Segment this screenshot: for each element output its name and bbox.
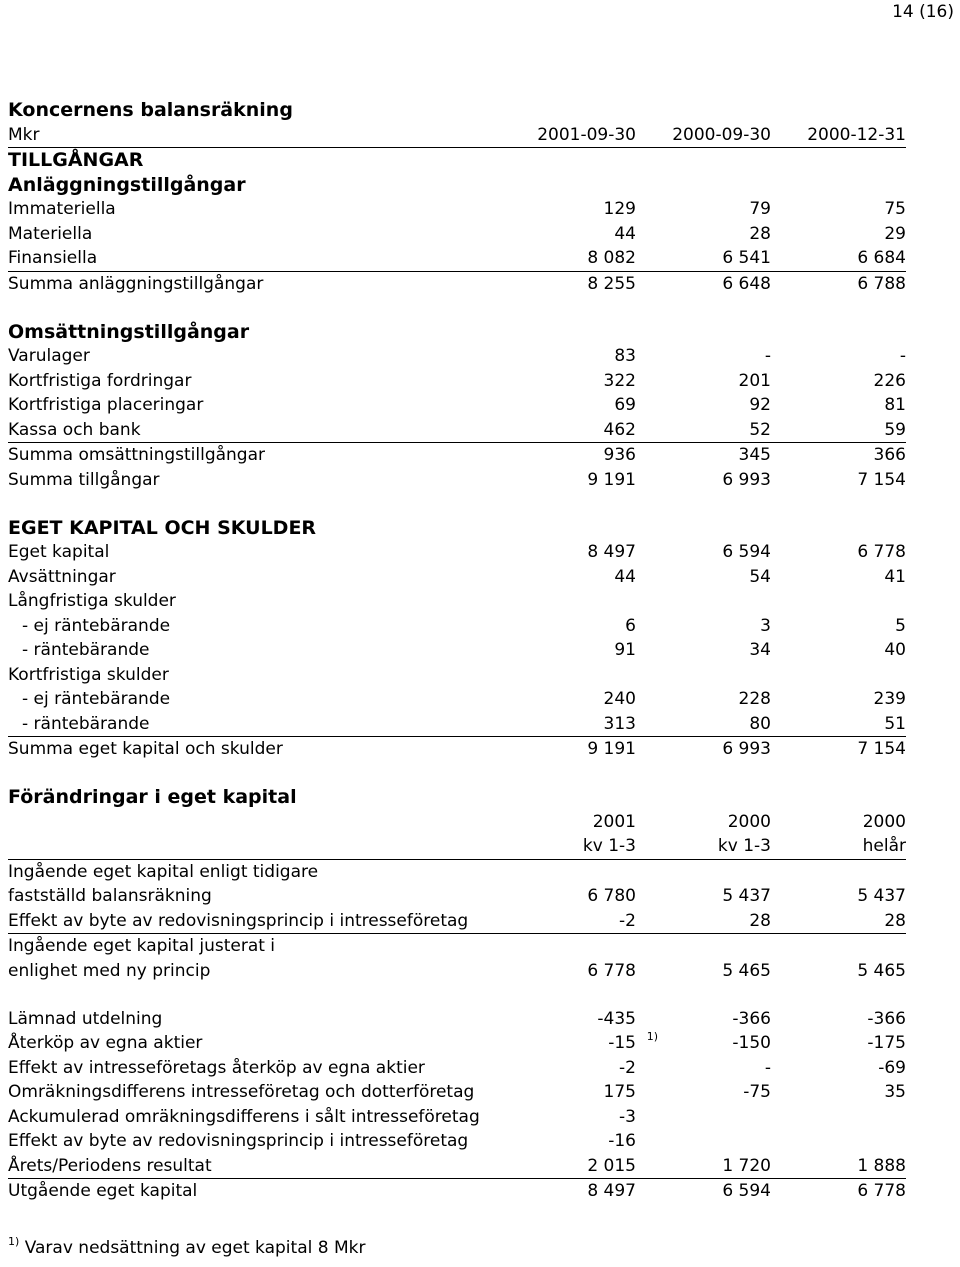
row-value: [501, 1030, 658, 1056]
row-value: 81: [884, 395, 906, 415]
equity-movements-table: [8, 1007, 906, 1180]
row-label: Summa tillgångar: [8, 469, 160, 490]
table-row: [8, 1154, 906, 1180]
table-row: [8, 272, 906, 297]
row-value: -2: [619, 1057, 636, 1078]
row-value: 322: [603, 370, 636, 391]
table-row: [8, 540, 906, 565]
table-row: [8, 246, 906, 272]
row-value: -: [899, 346, 906, 366]
row-value: 35: [884, 1082, 906, 1102]
row-value: 91: [614, 640, 636, 660]
row-value: 52: [749, 419, 771, 440]
row-label: Effekt av intresseföretags återköp av egna aktier: [8, 1057, 425, 1078]
table-row: [8, 222, 906, 247]
row-value: -366: [867, 1008, 906, 1029]
row-label: Finansiella: [8, 248, 98, 268]
table-row: Ingående eget kapital enligt tidigare: [8, 861, 319, 882]
row-label: Kortfristiga skulder: [8, 664, 169, 685]
row-value: -435: [597, 1008, 636, 1029]
footnote: [8, 1235, 366, 1258]
row-value: 462: [603, 419, 636, 440]
table-row: [8, 369, 906, 394]
row-value: 1 720: [722, 1155, 771, 1176]
changes-title: Förändringar i eget kapital: [8, 786, 297, 808]
equity-liabilities-table: [8, 540, 906, 762]
row-value: 6 788: [857, 273, 906, 294]
row-value: 41: [884, 566, 906, 587]
balance-sheet: [8, 98, 906, 1204]
row-label: Omräkningsdifferens intresseföretag och dotterföretag: [8, 1082, 475, 1102]
row-value: 69: [614, 395, 636, 415]
year-header: 2001: [592, 811, 636, 832]
row-value: 44: [614, 566, 636, 587]
row-label: - räntebärande: [22, 640, 150, 660]
row-value: 226: [873, 370, 906, 391]
row-label: Återköp av egna aktier: [8, 1033, 203, 1053]
table-row: [8, 344, 906, 369]
row-value: 6 684: [857, 248, 906, 268]
row-value: 75: [884, 199, 906, 219]
row-value: 201: [738, 370, 771, 391]
row-label: Avsättningar: [8, 566, 116, 587]
row-value: 6 541: [722, 248, 771, 268]
row-label: Effekt av byte av redovisningsprincip i intresseföretag: [8, 1131, 469, 1151]
table-row: [8, 638, 906, 663]
row-value: 175: [603, 1082, 636, 1102]
table-row: enlighet med ny princip 6 778 5 465 5 465: [8, 960, 906, 981]
row-value: 1 888: [857, 1155, 906, 1176]
row-value: 8 255: [587, 273, 636, 294]
row-value: 6 648: [722, 273, 771, 294]
row-value: 6 993: [722, 739, 771, 759]
table-row: [8, 712, 906, 738]
period-header: kv 1-3: [582, 836, 636, 856]
row-label: - räntebärande: [22, 713, 150, 734]
year-header: 2000: [727, 811, 771, 832]
row-value: 29: [884, 223, 906, 244]
row-label: Immateriella: [8, 199, 116, 219]
row-value: 228: [738, 689, 771, 709]
row-value: 129: [603, 199, 636, 219]
table-row: [8, 1129, 906, 1154]
row-label: Materiella: [8, 223, 93, 244]
table-row: Effekt av byte av redovisningsprincip i intresseföretag -2 28 28: [8, 909, 906, 935]
row-label: - ej räntebärande: [22, 615, 171, 636]
balance-title: Koncernens balansräkning: [8, 99, 293, 121]
section-heading: Anläggningstillgångar: [8, 173, 246, 196]
row-value: 6 594: [722, 542, 771, 562]
row-value: 79: [749, 199, 771, 219]
row-value: 366: [873, 445, 906, 465]
footnote-mark: 1): [8, 1235, 20, 1248]
table-row: [8, 1031, 906, 1056]
table-row: [8, 1105, 906, 1130]
row-label: Summa eget kapital och skulder: [8, 739, 283, 759]
row-value: 80: [749, 713, 771, 734]
row-value: -75: [743, 1082, 771, 1102]
fixed-assets-table: [8, 197, 906, 296]
row-label: Eget kapital: [8, 542, 110, 562]
row-label: Ackumulerad omräkningsdifferens i sålt intresseföretag: [8, 1106, 480, 1127]
row-value: -3: [619, 1106, 636, 1127]
table-row: [8, 1080, 906, 1105]
section-heading: TILLGÅNGAR: [8, 149, 144, 171]
row-label: Kortfristiga fordringar: [8, 370, 192, 391]
row-label: Årets/Periodens resultat: [8, 1155, 212, 1176]
row-value: -175: [867, 1033, 906, 1053]
row-value: 240: [603, 689, 636, 709]
changes-title-row: [8, 785, 906, 810]
row-value: -: [764, 1057, 771, 1078]
column-header-row: [8, 123, 906, 149]
row-value: 9 191: [587, 739, 636, 759]
row-value: 8 082: [587, 248, 636, 268]
row-label: - ej räntebärande: [22, 689, 171, 709]
section-heading: Omsättningstillgångar: [8, 320, 250, 343]
period-header: kv 1-3: [717, 836, 771, 856]
column-header: 2000-12-31: [807, 124, 906, 145]
row-value: -150: [732, 1033, 771, 1053]
row-value: 40: [884, 640, 906, 660]
current-assets-table: [8, 344, 906, 492]
row-value: 239: [873, 689, 906, 709]
row-value: -: [764, 346, 771, 366]
footnote-text: Varav nedsättning av eget kapital 8 Mkr: [19, 1238, 366, 1258]
table-row: fastställd balansräkning 6 780 5 437 5 437: [8, 886, 906, 906]
table-row: [8, 614, 906, 639]
table-row: [8, 1007, 906, 1032]
row-value: 28: [749, 223, 771, 244]
row-label: Långfristiga skulder: [8, 591, 176, 611]
row-label: Varulager: [8, 346, 90, 366]
page-number: 14 (16): [892, 2, 954, 22]
row-label: Summa anläggningstillgångar: [8, 273, 264, 294]
row-value: 6 778: [857, 542, 906, 562]
table-row: [8, 418, 906, 444]
unit-label: Mkr: [8, 124, 40, 145]
table-row: [8, 197, 906, 222]
row-value: 44: [614, 223, 636, 244]
row-value: -69: [878, 1057, 906, 1078]
changes-year-row: [8, 810, 906, 835]
column-header: 2001-09-30: [537, 124, 636, 145]
table-row: Utgående eget kapital 8 497 6 594 6 778: [8, 1181, 906, 1201]
row-value: 92: [749, 395, 771, 415]
table-row: [8, 663, 906, 688]
row-value: -366: [732, 1008, 771, 1029]
row-label: Lämnad utdelning: [8, 1008, 163, 1029]
row-value: 5: [895, 615, 906, 636]
row-value: 3: [760, 615, 771, 636]
row-value: 2 015: [587, 1155, 636, 1176]
year-header: 2000: [862, 811, 906, 832]
table-row: Ingående eget kapital justerat i: [8, 936, 276, 956]
section-heading: EGET KAPITAL OCH SKULDER: [8, 516, 317, 539]
row-value: -16: [608, 1131, 636, 1151]
table-row: [8, 1056, 906, 1081]
balance-title-row: [8, 98, 906, 123]
row-value: 34: [749, 640, 771, 660]
footnote-reference: 1): [646, 1030, 658, 1043]
cell-value: -15: [608, 1033, 636, 1053]
row-value: 345: [738, 445, 771, 465]
row-value: 6 993: [722, 469, 771, 490]
row-value: 9 191: [587, 469, 636, 490]
table-row: [8, 468, 906, 493]
row-value: 51: [884, 713, 906, 734]
row-label: Kortfristiga placeringar: [8, 395, 204, 415]
row-value: 7 154: [857, 739, 906, 759]
table-row: [8, 687, 906, 712]
table-row: [8, 565, 906, 590]
row-label: Kassa och bank: [8, 419, 141, 440]
table-row: [8, 393, 906, 418]
row-value: 6: [625, 615, 636, 636]
table-row: [8, 443, 906, 468]
column-header: 2000-09-30: [672, 124, 771, 145]
period-header: helår: [862, 836, 906, 856]
row-value: 83: [614, 346, 636, 366]
row-value: 54: [749, 566, 771, 587]
changes-period-row: [8, 834, 906, 860]
row-value: 936: [603, 445, 636, 465]
table-row: [8, 589, 906, 614]
row-value: 313: [603, 713, 636, 734]
row-value: 8 497: [587, 542, 636, 562]
row-label: Summa omsättningstillgångar: [8, 445, 266, 465]
row-value: 59: [884, 419, 906, 440]
table-row: [8, 737, 906, 762]
row-value: 7 154: [857, 469, 906, 490]
